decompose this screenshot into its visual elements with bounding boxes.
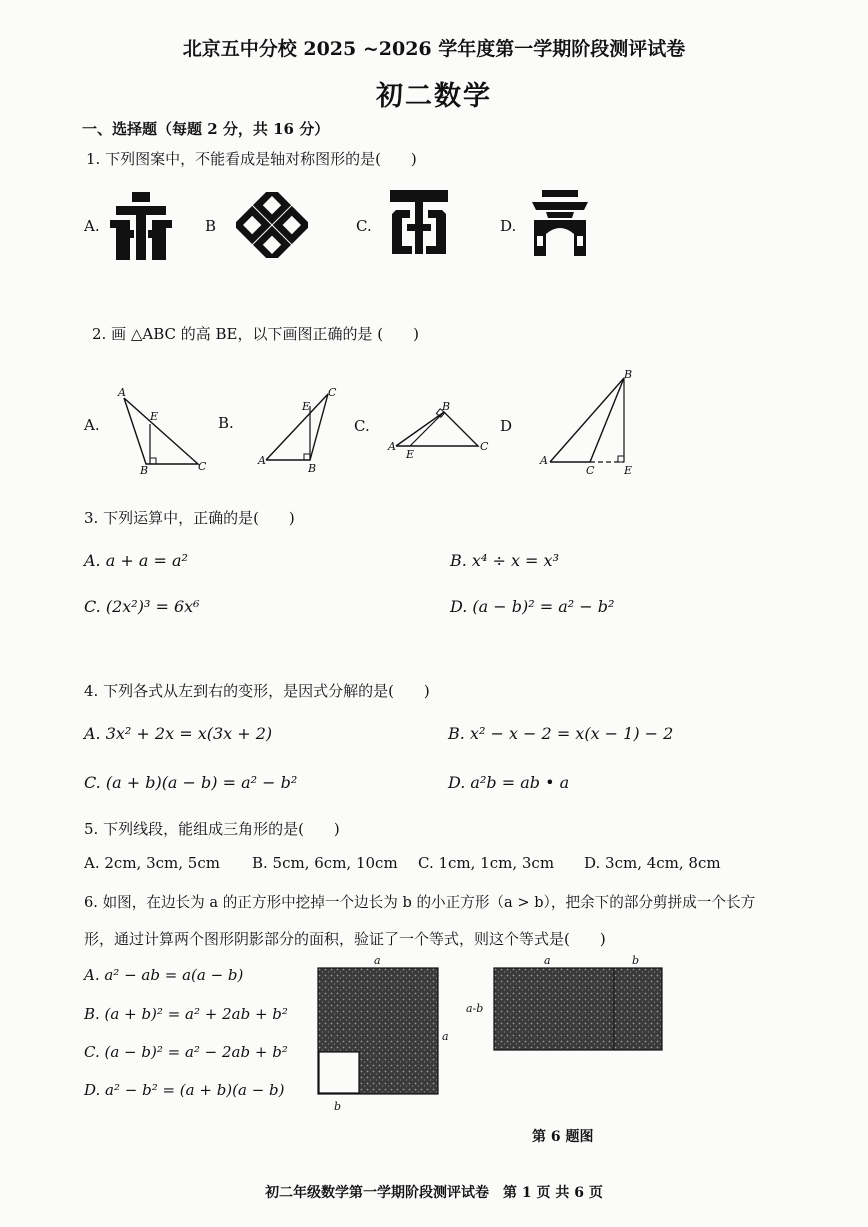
q4-option-c: C. (a + b)(a − b) = a² − b² xyxy=(84,773,298,792)
q2-figure-c xyxy=(384,398,492,468)
q6-rect-label-b: b xyxy=(632,954,640,967)
question-6-stem-line2: 形，通过计算两个图形阴影部分的面积，验证了一个等式，则这个等式是( ) xyxy=(84,930,606,948)
q2a-label-a: A xyxy=(118,386,126,399)
q6-square-label-b: b xyxy=(334,1100,342,1113)
q1-option-b-label: B xyxy=(205,217,217,235)
q2a-label-c: C xyxy=(198,460,207,473)
q5-option-d: D. 3cm, 4cm, 8cm xyxy=(584,854,721,872)
q4-option-a: A. 3x² + 2x = x(3x + 2) xyxy=(84,724,273,743)
q6-figure-square xyxy=(306,950,456,1120)
q2b-label-e: E xyxy=(302,400,311,413)
q6-option-c: C. (a − b)² = a² − 2ab + b² xyxy=(84,1043,288,1061)
section-heading: 一、选择题（每题 2 分，共 16 分） xyxy=(82,120,330,138)
q2a-label-e: E xyxy=(150,410,159,423)
q6-figure-caption: 第 6 题图 xyxy=(532,1129,594,1145)
q2-option-a-label: A. xyxy=(84,416,100,434)
q2c-label-a: A xyxy=(388,440,396,453)
question-2-stem: 2. 画 △ABC 的高 BE，以下画图正确的是 ( ) xyxy=(92,325,419,343)
q4-option-d: D. a²b = ab • a xyxy=(448,773,570,792)
q1-pattern-d-figure xyxy=(528,188,592,258)
q6-square-label-a-right: a xyxy=(442,1030,449,1043)
q2c-label-c: C xyxy=(480,440,489,453)
q5-option-b: B. 5cm, 6cm, 10cm xyxy=(252,854,398,872)
q4-option-b: B. x² − x − 2 = x(x − 1) − 2 xyxy=(448,724,674,743)
question-1-stem: 1. 下列图案中，不能看成是轴对称图形的是( ) xyxy=(86,150,417,168)
question-6-stem-line1: 6. 如图，在边长为 a 的正方形中挖掉一个边长为 b 的小正方形（a > b），把余下的部分剪拼成一个长方 xyxy=(84,894,756,911)
q6-rect-label-a: a xyxy=(544,954,551,967)
question-3-stem: 3. 下列运算中，正确的是( ) xyxy=(84,509,295,527)
q2-option-b-label: B. xyxy=(218,414,234,432)
q2a-label-b: B xyxy=(140,464,149,476)
q2-option-d-label: D xyxy=(500,417,513,435)
q3-option-d: D. (a − b)² = a² − b² xyxy=(450,597,615,616)
q1-pattern-c-figure xyxy=(388,188,450,258)
q2b-label-b: B xyxy=(308,462,317,475)
q2c-label-e: E xyxy=(406,448,415,461)
q2d-label-a: A xyxy=(540,454,548,467)
q6-square-label-a-top: a xyxy=(374,954,381,967)
q1-option-a-label: A. xyxy=(84,217,100,235)
exam-title: 北京五中分校 2025 ~2026 学年度第一学期阶段测评试卷 xyxy=(182,38,686,60)
q6-option-b: B. (a + b)² = a² + 2ab + b² xyxy=(84,1005,288,1023)
q2b-label-a: A xyxy=(258,454,266,467)
q5-option-a: A. 2cm, 3cm, 5cm xyxy=(84,854,220,872)
q1-option-c-label: C. xyxy=(356,217,372,235)
q2d-label-b: B xyxy=(624,368,633,381)
q6-rect-label-a-minus-b: a-b xyxy=(466,1002,484,1015)
q3-option-c: C. (2x²)³ = 6x⁶ xyxy=(84,597,200,616)
q6-figure-rectangle xyxy=(464,950,674,1060)
q2-option-c-label: C. xyxy=(354,417,370,435)
q2d-label-c: C xyxy=(586,464,595,477)
q3-option-a: A. a + a = a² xyxy=(84,551,188,570)
subject-title: 初二数学 xyxy=(376,81,492,112)
question-4-stem: 4. 下列各式从左到右的变形，是因式分解的是( ) xyxy=(84,682,430,700)
q2c-label-b: B xyxy=(442,400,451,413)
q5-option-c: C. 1cm, 1cm, 3cm xyxy=(418,854,555,872)
q1-pattern-a-figure xyxy=(110,190,172,262)
q2-figure-b xyxy=(252,384,348,476)
q2d-label-e: E xyxy=(624,464,633,477)
q2-figure-a xyxy=(112,384,212,476)
page-footer: 初二年级数学第一学期阶段测评试卷 第 1 页 共 6 页 xyxy=(265,1185,603,1201)
q6-option-a: A. a² − ab = a(a − b) xyxy=(84,966,244,984)
q1-option-d-label: D. xyxy=(500,217,517,235)
q2-figure-d xyxy=(534,364,644,478)
q2b-label-c: C xyxy=(328,386,337,399)
q6-option-d: D. a² − b² = (a + b)(a − b) xyxy=(84,1081,285,1099)
q1-pattern-b-figure xyxy=(236,192,308,258)
question-5-stem: 5. 下列线段，能组成三角形的是( ) xyxy=(84,820,340,838)
q3-option-b: B. x⁴ ÷ x = x³ xyxy=(450,551,559,570)
